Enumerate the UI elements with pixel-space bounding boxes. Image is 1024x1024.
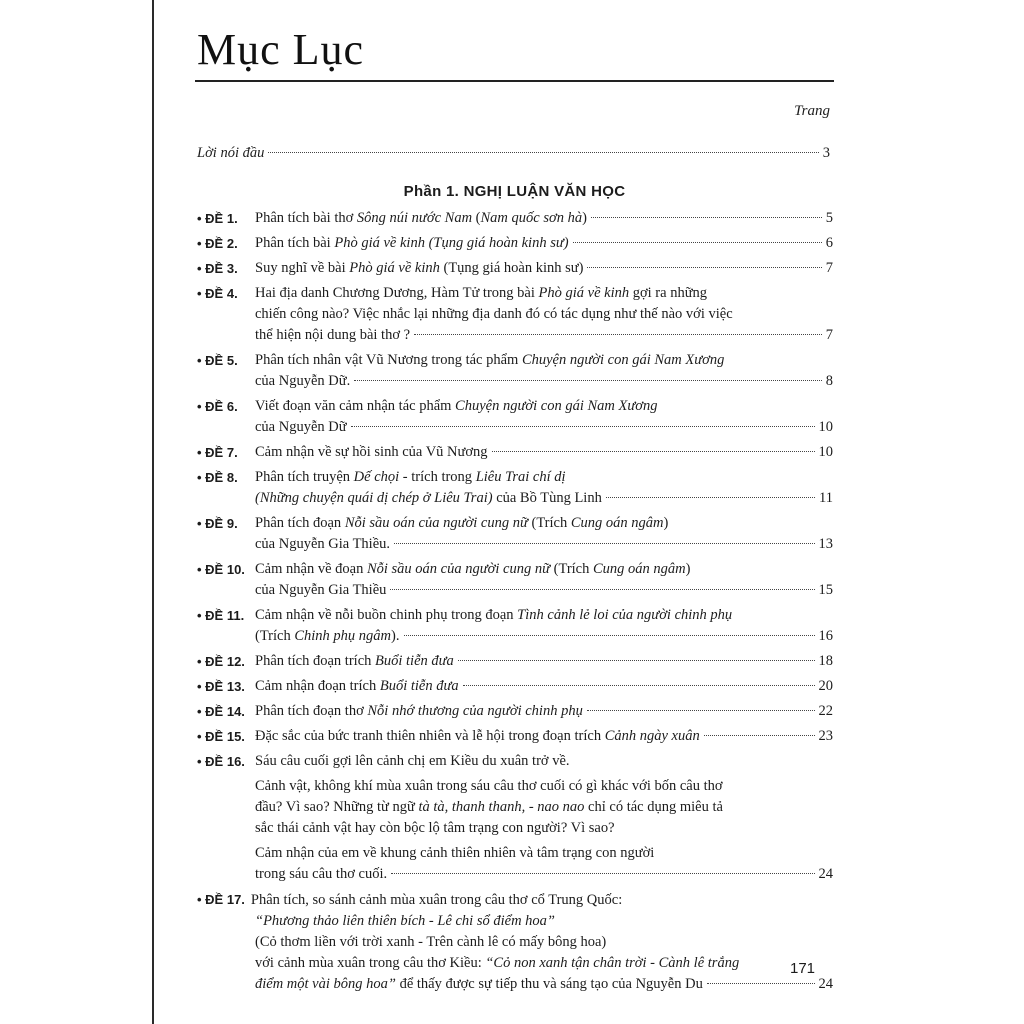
entry-text	[255, 820, 615, 836]
dot-leader	[707, 983, 815, 984]
intro-label: Lời nói đầu	[197, 145, 265, 161]
text-run: Buổi tiễn đưa	[375, 653, 454, 669]
entry-page: 10	[818, 419, 833, 435]
entry-text	[255, 371, 350, 392]
entry-text	[255, 469, 566, 485]
book-spine-line	[152, 0, 154, 1024]
text-run: Phân tích nhân vật Vũ Nương trong tác phẩm	[255, 352, 522, 368]
entry-page: 11	[819, 490, 833, 506]
text-run: của Bồ Tùng Linh	[492, 490, 602, 506]
text-run: (Trích	[255, 628, 295, 644]
entry-page: 18	[818, 653, 833, 669]
entry-text	[255, 258, 583, 279]
text-run: Đặc sắc của bức tranh thiên nhiên và lễ hội trong đoạn trích	[255, 728, 605, 744]
entry-label: • ĐỀ 16.	[197, 754, 245, 769]
entry-page: 16	[818, 628, 833, 644]
entry-text	[255, 515, 668, 531]
dot-leader	[390, 589, 814, 590]
entry-label: • ĐỀ 6.	[197, 399, 238, 414]
title-rule	[195, 80, 834, 82]
entry-label: • ĐỀ 7.	[197, 445, 238, 460]
text-run: chỉ có tác dụng miêu tả	[584, 799, 723, 815]
entry-line	[255, 726, 833, 747]
entry-label: • ĐỀ 8.	[197, 470, 238, 485]
text-run: để thấy được sự tiếp thu và sáng tạo của Nguyễn Du	[395, 976, 703, 992]
toc-entry	[197, 751, 833, 885]
entry-line	[197, 911, 833, 932]
toc-entry	[197, 208, 833, 229]
entry-text	[255, 726, 700, 747]
text-run: Chuyện người con gái Nam Xương	[455, 398, 658, 414]
toc-entry	[197, 233, 833, 254]
entry-text	[255, 580, 386, 601]
text-run: sắc thái cảnh vật hay còn bộc lộ tâm trạng con người? Vì sao?	[255, 820, 615, 836]
text-run: Dế chọi	[353, 469, 400, 485]
entry-line	[255, 488, 833, 509]
text-run: (Trích	[527, 515, 571, 531]
entry-line	[255, 751, 833, 772]
text-run: Cung oán ngâm	[570, 515, 664, 531]
text-run: Liêu Trai chí dị	[475, 469, 566, 485]
entry-line	[255, 304, 833, 325]
dot-leader	[404, 635, 815, 636]
entry-page: 23	[818, 728, 833, 744]
dot-leader	[573, 242, 822, 243]
text-run: trong sáu câu thơ cuối.	[255, 866, 388, 882]
entry-text	[255, 208, 587, 229]
entry-label: • ĐỀ 1.	[197, 211, 238, 226]
entry-text	[255, 799, 723, 815]
text-run: thể hiện nội dung bài thơ ?	[255, 327, 411, 343]
dot-leader	[591, 217, 822, 218]
entry-label: • ĐỀ 12.	[197, 654, 245, 669]
text-run: (Tụng giá hoàn kinh sư)	[439, 260, 584, 276]
page-column-label: Trang	[794, 103, 830, 119]
entry-text	[255, 398, 658, 414]
text-run: điểm một vài bông hoa”	[255, 976, 396, 992]
entry-line	[255, 605, 833, 626]
entry-line	[255, 843, 833, 864]
dot-leader	[704, 735, 815, 736]
text-run: Phân tích bài thơ	[255, 210, 357, 226]
entry-text	[255, 778, 723, 794]
text-run: của Nguyễn Dữ	[255, 419, 347, 435]
entry-page: 6	[825, 235, 833, 251]
dot-leader	[587, 710, 815, 711]
toc-entry	[197, 442, 833, 463]
entry-text	[255, 442, 488, 463]
entry-line	[255, 776, 833, 797]
entry-text	[255, 306, 733, 322]
text-run: của Nguyễn Gia Thiều	[255, 582, 387, 598]
entry-line	[255, 396, 833, 417]
entry-page: 8	[825, 373, 833, 389]
entry-label: • ĐỀ 17.	[197, 892, 245, 907]
entry-page: 24	[818, 976, 833, 992]
text-run: Viết đoạn văn cảm nhận tác phẩm	[255, 398, 456, 414]
text-run: ).	[391, 628, 400, 644]
text-run: chiến công nào? Việc nhắc lại những địa danh đó có tác dụng như thế nào với việc	[255, 306, 733, 322]
entry-line	[197, 932, 833, 953]
entry-label: • ĐỀ 9.	[197, 516, 238, 531]
text-run: Cảnh ngày xuân	[604, 728, 700, 744]
text-run: Nỗi nhớ thương của người chinh phụ	[367, 703, 583, 719]
text-run: tà tà, thanh thanh,	[418, 799, 526, 815]
text-run: Phân tích đoạn thơ	[255, 703, 368, 719]
entry-text	[255, 325, 410, 346]
dot-leader	[394, 543, 814, 544]
text-run: -	[525, 799, 538, 815]
text-run: Cảm nhận của em về khung cảnh thiên nhiên và tâm trạng con người	[255, 845, 655, 861]
text-run: nao nao	[537, 799, 585, 815]
entry-page: 24	[818, 866, 833, 882]
toc-entry	[197, 283, 833, 346]
entry-line	[255, 350, 833, 371]
dot-leader	[268, 152, 818, 153]
entry-label: • ĐỀ 10.	[197, 562, 245, 577]
entry-label: • ĐỀ 5.	[197, 353, 238, 368]
entry-text	[255, 955, 739, 971]
entry-page: 7	[825, 327, 833, 343]
entry-text	[255, 753, 570, 769]
entry-line	[255, 818, 833, 839]
entry-line	[255, 371, 833, 392]
text-run: )	[663, 515, 669, 531]
entry-text	[255, 417, 347, 438]
entry-text	[255, 913, 555, 929]
entry-text	[197, 892, 622, 908]
dot-leader	[492, 451, 815, 452]
dot-leader	[391, 873, 814, 874]
text-run: Nỗi sầu oán của người cung nữ	[344, 515, 528, 531]
section-heading: Phần 1. NGHỊ LUẬN VĂN HỌC	[403, 183, 626, 200]
toc-entry	[197, 889, 833, 995]
entry-line	[255, 442, 833, 463]
entry-label: • ĐỀ 3.	[197, 261, 238, 276]
intro-page: 3	[822, 145, 830, 161]
entry-line	[255, 651, 833, 672]
entry-text	[255, 561, 691, 577]
toc-entry	[197, 350, 833, 392]
text-run: (Cỏ thơm liền với trời xanh - Trên cành lê có mấy bông hoa)	[255, 934, 607, 950]
toc-entry	[197, 605, 833, 647]
entry-line	[255, 580, 833, 601]
entry-line	[255, 797, 833, 818]
text-run: Cung oán ngâm	[593, 561, 686, 577]
text-run: “Cỏ non xanh tận chân trời - Cành lê trắng	[485, 955, 740, 971]
entry-line	[197, 953, 833, 974]
entry-text	[255, 934, 606, 950]
entry-text	[255, 488, 602, 509]
entry-page: 15	[818, 582, 833, 598]
entry-line	[255, 864, 833, 885]
entry-text	[255, 534, 390, 555]
toc-entry	[197, 513, 833, 555]
entry-line	[255, 325, 833, 346]
entry-page: 20	[818, 678, 833, 694]
text-run: “Phương thảo liên thiên bích - Lê chi sổ điểm hoa”	[255, 913, 555, 929]
toc-entry	[197, 559, 833, 601]
toc-list	[197, 208, 833, 999]
toc-entry	[197, 467, 833, 509]
toc-entry	[197, 676, 833, 697]
text-run: - trích trong	[399, 469, 476, 485]
entry-line	[255, 283, 833, 304]
toc-entry	[197, 651, 833, 672]
page-title: Mục Lục	[197, 25, 365, 74]
entry-text	[255, 676, 459, 697]
entry-line	[255, 233, 833, 254]
text-run: Phân tích đoạn trích	[255, 653, 376, 669]
entry-line	[255, 467, 833, 488]
entry-line	[255, 626, 833, 647]
text-run: )	[582, 210, 587, 226]
text-run: Cảm nhận về nỗi buồn chinh phụ trong đoạn	[255, 607, 518, 623]
dot-leader	[606, 497, 815, 498]
text-run: Sông núi nước Nam	[356, 210, 473, 226]
text-run: )	[685, 561, 691, 577]
entry-label: • ĐỀ 4.	[197, 286, 238, 301]
text-run: Phò giá về kinh	[349, 260, 440, 276]
entry-label: • ĐỀ 15.	[197, 729, 245, 744]
entry-line	[255, 513, 833, 534]
text-run: (	[472, 210, 481, 226]
entry-label: • ĐỀ 11.	[197, 608, 245, 623]
page-number: 171	[790, 960, 816, 977]
entry-text	[255, 701, 583, 722]
entry-line	[255, 417, 833, 438]
entry-line	[255, 208, 833, 229]
entry-page: 10	[818, 444, 833, 460]
text-run: với cảnh mùa xuân trong câu thơ Kiều:	[255, 955, 486, 971]
text-run: Phân tích bài	[255, 235, 335, 251]
text-run: Nỗi sầu oán của người cung nữ	[366, 561, 551, 577]
entry-line	[255, 258, 833, 279]
text-run: Phân tích truyện	[255, 469, 354, 485]
toc-entry	[197, 396, 833, 438]
entry-page: 5	[825, 210, 833, 226]
text-run: Tình cảnh lẻ loi của người chinh phụ	[517, 607, 733, 623]
text-run: Hai địa danh Chương Dương, Hàm Tử trong bài	[255, 285, 539, 301]
entry-line	[197, 889, 833, 911]
dot-leader	[463, 685, 815, 686]
text-run: Phân tích đoạn	[255, 515, 345, 531]
toc-entry	[197, 701, 833, 722]
entry-page: 7	[825, 260, 833, 276]
entry-text	[255, 845, 654, 861]
toc-entry	[197, 258, 833, 279]
text-run: Cảm nhận về sự hồi sinh của Vũ Nương	[255, 444, 488, 460]
dot-leader	[414, 334, 822, 335]
entry-text	[255, 974, 703, 995]
entry-line	[197, 974, 833, 995]
dot-leader	[351, 426, 815, 427]
entry-label: • ĐỀ 14.	[197, 704, 245, 719]
entry-line	[255, 559, 833, 580]
toc-entry	[197, 726, 833, 747]
text-run: Sáu câu cuối gợi lên cảnh chị em Kiều du xuân trở về.	[255, 753, 570, 769]
entry-line	[255, 534, 833, 555]
entry-text	[255, 352, 724, 368]
text-run: (Những chuyện quái dị chép ở Liêu Trai)	[255, 490, 493, 506]
entry-label: • ĐỀ 2.	[197, 236, 238, 251]
entry-line	[255, 701, 833, 722]
entry-text	[255, 233, 569, 254]
text-run: của Nguyễn Gia Thiều.	[255, 536, 391, 552]
dot-leader	[458, 660, 815, 661]
entry-text	[255, 626, 400, 647]
entry-text	[255, 864, 387, 885]
entry-page: 22	[818, 703, 833, 719]
text-run: Cảm nhận về đoạn	[255, 561, 367, 577]
text-run: gợi ra những	[629, 285, 708, 301]
intro-entry	[197, 143, 830, 164]
entry-page: 13	[818, 536, 833, 552]
entry-label: • ĐỀ 13.	[197, 679, 245, 694]
text-run: Buổi tiễn đưa	[379, 678, 459, 694]
dot-leader	[587, 267, 821, 268]
text-run: Chuyện người con gái Nam Xương	[521, 352, 725, 368]
entry-text	[255, 651, 454, 672]
text-run: Nam quốc sơn hà	[480, 210, 583, 226]
text-run: Cảnh vật, không khí mùa xuân trong sáu câu thơ cuối có gì khác với bốn câu thơ	[255, 778, 723, 794]
text-run: Suy nghĩ về bài	[255, 260, 350, 276]
text-run: Phò giá về kinh	[538, 285, 630, 301]
text-run: Phò giá về kinh (Tụng giá hoàn kinh sư)	[334, 235, 569, 251]
entry-line	[255, 676, 833, 697]
text-run: Cảm nhận đoạn trích	[255, 678, 380, 694]
text-run: đầu? Vì sao? Những từ ngữ	[255, 799, 419, 815]
dot-leader	[354, 380, 822, 381]
text-run: của Nguyễn Dữ.	[255, 373, 351, 389]
entry-text	[255, 285, 707, 301]
text-run: Chinh phụ ngâm	[294, 628, 392, 644]
entry-text	[255, 607, 732, 623]
text-run: (Trích	[550, 561, 593, 577]
text-run: Phân tích, so sánh cảnh mùa xuân trong câu thơ cổ Trung Quốc:	[250, 892, 623, 908]
